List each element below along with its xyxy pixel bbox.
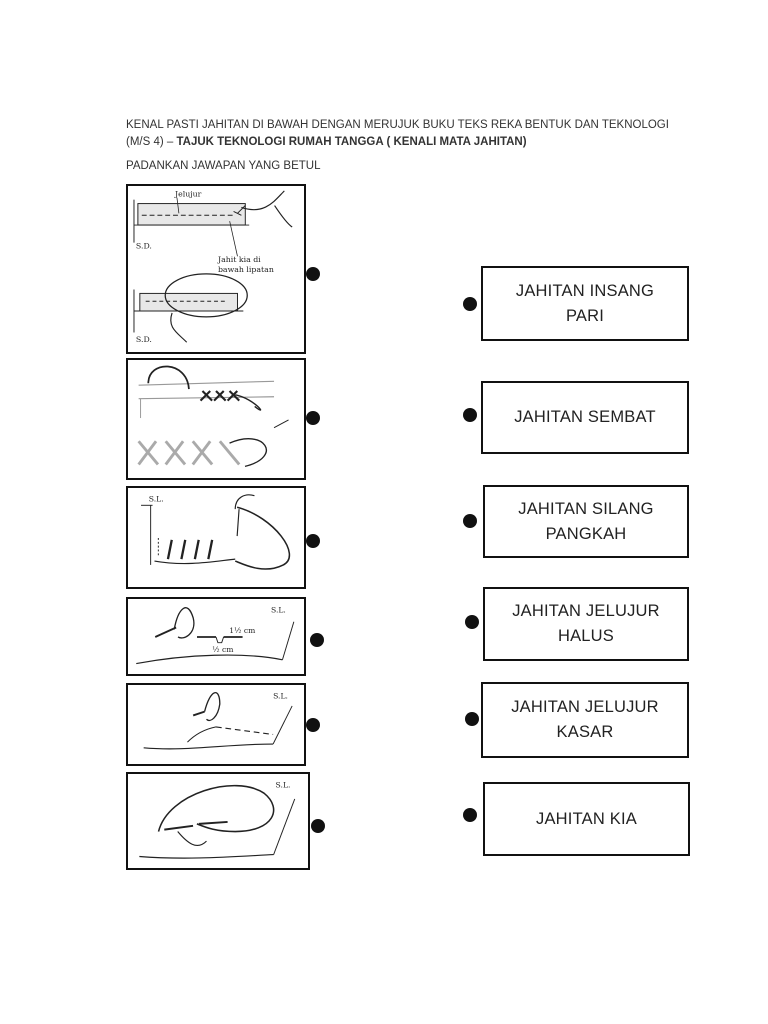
stitch-illustration-6 [128,774,308,868]
answer-label: JAHITAN SILANG PANGKAH [518,499,654,543]
match-dot-left-1[interactable] [306,267,320,281]
answer-silang-pangkah[interactable] [483,485,689,558]
stitch-figure-6 [126,772,310,870]
match-dot-left-3[interactable] [306,534,320,548]
answer-label: JAHITAN SEMBAT [514,408,656,426]
topic-title: TAJUK TEKNOLOGI RUMAH TANGGA ( KENALI MATA JAHITAN) [176,136,527,148]
fig1-label-sd-2: S.D. [135,335,152,345]
answer-sembat[interactable] [481,381,689,454]
match-dot-left-5[interactable] [306,718,320,732]
matching-instruction: PADANKAN JAWAPAN YANG BETUL [126,160,321,172]
answer-insang-pari[interactable] [481,266,689,341]
match-dot-right-2[interactable] [463,408,477,422]
answer-jelujur-halus[interactable] [483,587,689,661]
fig6-label-sl: S.L. [275,780,291,790]
instruction-line-1: KENAL PASTI JAHITAN DI BAWAH DENGAN MERUJUK BUKU TEKS REKA BENTUK DAN TEKNOLOGI [126,119,669,131]
answer-label: JAHITAN INSANG PARI [515,281,655,325]
instruction-line-2 [126,136,527,148]
fig3-label-sl: S.L. [148,494,164,504]
stitch-figure-1 [126,184,306,354]
stitch-illustration-5 [128,685,304,764]
match-dot-right-5[interactable] [465,712,479,726]
fig4-label-measure-1: 1½ cm [229,626,256,636]
match-dot-right-1[interactable] [463,297,477,311]
stitch-illustration-3 [128,488,304,587]
fig5-label-sl: S.L. [273,691,288,701]
fig1-label-sd-1: S.D. [135,241,152,251]
page-reference: (M/S 4) – [126,136,177,148]
stitch-figure-3 [126,486,306,589]
answer-kia[interactable] [483,782,690,856]
match-dot-left-4[interactable] [310,633,324,647]
answer-label: JAHITAN KIA [536,809,637,828]
fig1-label-note-2: bawah lipatan [217,264,274,274]
fig1-label-jelujur: Jelujur [174,189,202,199]
fig4-label-sl: S.L. [271,605,286,615]
stitch-illustration-2 [128,360,304,478]
stitch-illustration-1 [128,186,304,352]
match-dot-left-6[interactable] [311,819,325,833]
match-dot-right-3[interactable] [463,514,477,528]
stitch-illustration-4 [128,599,304,674]
match-dot-left-2[interactable] [306,411,320,425]
match-dot-right-6[interactable] [463,808,477,822]
stitch-figure-5 [126,683,306,766]
stitch-figure-2 [126,358,306,480]
answer-label: JAHITAN JELUJUR HALUS [512,602,660,645]
fig1-label-note-1: Jahit kia di [217,255,261,265]
answer-jelujur-kasar[interactable] [481,682,689,758]
stitch-figure-4 [126,597,306,676]
answer-label: JAHITAN JELUJUR KASAR [511,698,659,741]
match-dot-right-4[interactable] [465,615,479,629]
fig4-label-measure-2: ½ cm [212,645,234,655]
